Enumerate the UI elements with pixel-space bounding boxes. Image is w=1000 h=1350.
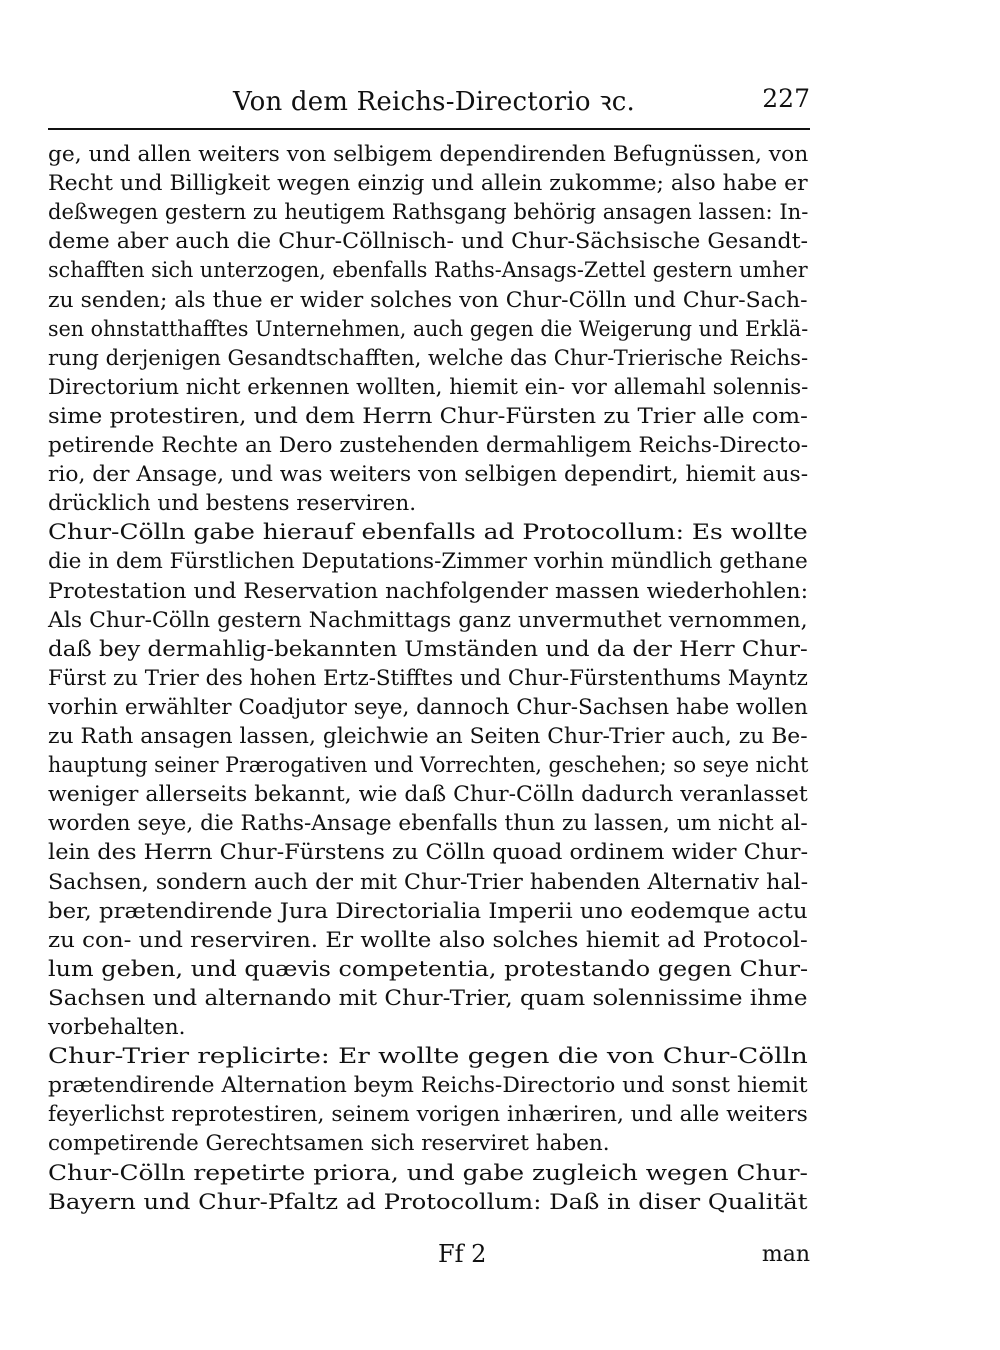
text-line: zu Rath ansagen lassen, gleichwie an Seiten Chur-Trier auch, zu Be-: [48, 724, 808, 749]
text-line: prætendirende Alternation beym Reichs-Directorio und sonst hiemit: [48, 1073, 808, 1098]
text-line: hauptung seiner Prærogativen und Vorrechten, geschehen; so seye nicht: [48, 753, 809, 778]
page-footer: [48, 1240, 810, 1280]
text-line: drücklich und bestens reserviren.: [48, 491, 417, 516]
text-line: deßwegen gestern zu heutigem Rathsgang behörig ansagen lassen: In-: [48, 200, 809, 225]
text-line: ber, prætendirende Jura Directorialia Imperii uno eodemque actu: [48, 899, 808, 924]
text-line: zu con- und reserviren. Er wollte also solches hiemit ad Protocol-: [48, 928, 808, 953]
running-title: Von dem Reichs-Directorio ꝛc.: [233, 87, 635, 117]
text-line: petirende Rechte an Dero zustehenden dermahligem Reichs-Directo-: [48, 433, 809, 458]
text-line: daß bey dermahlig-bekannten Umständen und da der Herr Chur-: [48, 637, 808, 662]
text-line: sen ohnstatthafftes Unternehmen, auch gegen die Weigerung und Erklä-: [48, 317, 809, 342]
text-line: Chur-Cölln gabe hierauf ebenfalls ad Protocollum: Es wollte: [48, 520, 808, 545]
text-line: rung derjenigen Gesandtschafften, welche das Chur-Trierische Reichs-: [48, 346, 809, 371]
text-line: ge, und allen weiters von selbigem dependirenden Befugnüssen, von: [48, 142, 809, 167]
text-line: Fürst zu Trier des hohen Ertz-Stifftes und Chur-Fürstenthums Mayntz: [48, 666, 808, 691]
text-line: vorbehalten.: [48, 1015, 186, 1040]
catchword: man: [761, 1242, 810, 1267]
text-line: Recht und Billigkeit wegen einzig und allein zukomme; also habe er: [48, 171, 808, 196]
text-line: competirende Gerechtsamen sich reserviret haben.: [48, 1131, 610, 1156]
text-line: Bayern und Chur-Pfaltz ad Protocollum: Daß in diser Qualität: [48, 1190, 808, 1215]
text-line: Directorium nicht erkennen wollten, hiemit ein- vor allemahl solennis-: [48, 375, 809, 400]
page-number: 227: [762, 84, 810, 113]
text-line: lum geben, und quævis competentia, protestando gegen Chur-: [48, 957, 809, 982]
text-line: Chur-Trier replicirte: Er wollte gegen die von Chur-Cölln: [48, 1044, 808, 1069]
text-line: schafften sich unterzogen, ebenfalls Raths-Ansags-Zettel gestern umher: [48, 258, 808, 283]
text-line: Chur-Cölln repetirte priora, und gabe zugleich wegen Chur-: [48, 1161, 808, 1186]
text-line: Sachsen, sondern auch der mit Chur-Trier habenden Alternativ hal-: [48, 870, 809, 895]
text-line: worden seye, die Raths-Ansage ebenfalls thun zu lassen, um nicht al-: [48, 811, 808, 836]
signature-mark: Ff 2: [438, 1240, 487, 1268]
text-line: feyerlichst reprotestiren, seinem vorigen inhæriren, und alle weiters: [48, 1102, 808, 1127]
text-line: rio, der Ansage, und was weiters von selbigen dependirt, hiemit aus-: [48, 462, 809, 487]
text-line: zu senden; als thue er wider solches von Chur-Cölln und Chur-Sach-: [48, 288, 808, 313]
text-line: sime protestiren, und dem Herrn Chur-Fürsten zu Trier alle com-: [48, 404, 808, 429]
text-line: vorhin erwählter Coadjutor seye, dannoch Chur-Sachsen habe wollen: [48, 695, 808, 720]
text-line: die in dem Fürstlichen Deputations-Zimmer vorhin mündlich gethane: [48, 549, 808, 574]
page-header: [48, 82, 810, 122]
text-line: deme aber auch die Chur-Cöllnisch- und Chur-Sächsische Gesandt-: [48, 229, 809, 254]
text-line: Protestation und Reservation nachfolgender massen wiederhohlen:: [48, 579, 809, 604]
text-line: Sachsen und alternando mit Chur-Trier, quam solennissime ihme: [48, 986, 808, 1011]
text-line: Als Chur-Cölln gestern Nachmittags ganz unvermuthet vernommen,: [48, 608, 808, 633]
text-line: weniger allerseits bekannt, wie daß Chur-Cölln dadurch veranlasset: [48, 782, 808, 807]
header-rule: [48, 128, 810, 130]
text-line: lein des Herrn Chur-Fürstens zu Cölln quoad ordinem wider Chur-: [48, 840, 809, 865]
